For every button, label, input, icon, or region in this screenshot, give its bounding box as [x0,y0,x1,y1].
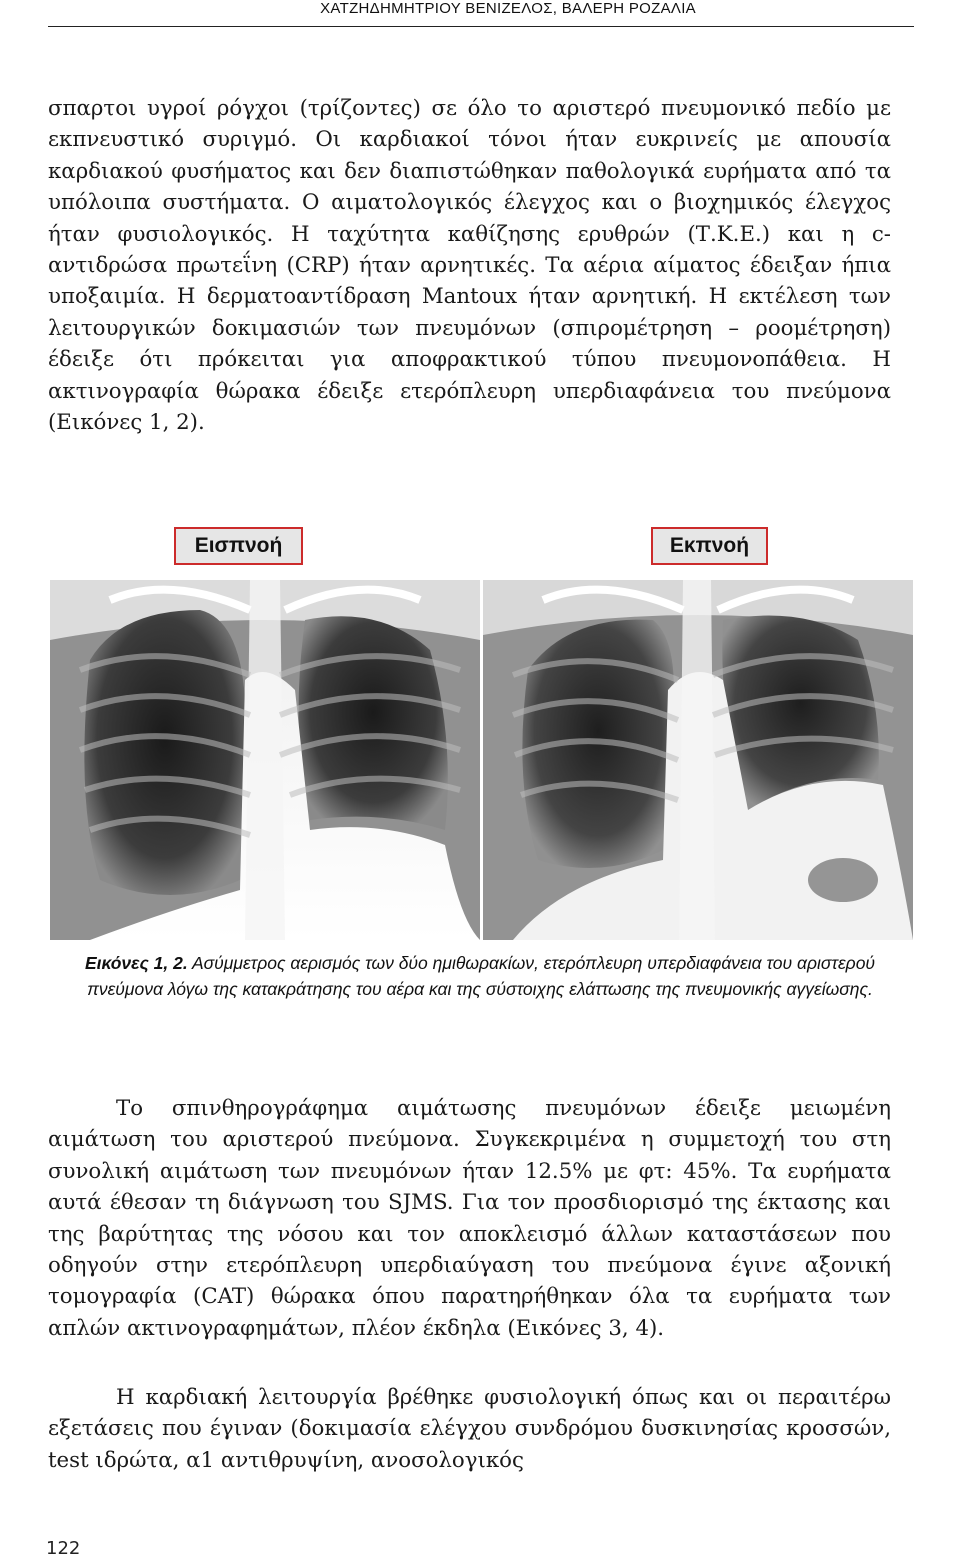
paragraph-1: σπαρτοι υγροί ρόγχοι (τρίζοντες) σε όλο το αριστερό πνευμονικό πεδίο με εκπνευστικό συριγμό. Οι καρδιακοί τόνοι ήταν ευκρινείς με απουσία καρδιακού φυσήματος και δεν διαπιστώθηκαν παθολογικά ευρήματα από τα υπόλοιπα συστήματα. Ο αιματολογικός έλεγχος και ο βιοχημικός έλεγχος ήταν φυσιολογικός. Η ταχύτητα καθίζησης ερυθρών (Τ.Κ.Ε.) και η c-αντιδρώσα πρωτεΐνη (CRP) ήταν αρνητικές. Τα αέρια αίματος έδειξαν ήπια υποξαιμία. Η δερματοαντίδραση Mantoux ήταν αρνητική. Η εκτέλεση των λειτουργικών δοκιμασιών των πνευμόνων (σπιρομέτρηση – ροομέτρηση) έδειξε ότι πρόκειται για αποφρακτικού τύπου πνευμονοπάθεια. Η ακτινογραφία θώρακα έδειξε ετερόπλευρη υπερδιαφάνεια του πνεύμονα (Εικόνες 1, 2). [48,96,891,436]
figure-caption [60,951,900,1002]
paragraph-2-text: Το σπινθηρογράφημα αιμάτωσης πνευμόνων έδειξε μειωμένη αιμάτωση του αριστερού πνεύμονα. Συγκεκριμένα η συμμετοχή του στη συνολική αιμάτωση των πνευμόνων ήταν 12.5% με φτ: 45%. Τα ευρήματα αυτά έθεσαν τη διάγνωση του SJMS. Για τον προσδιορισμό της έκτασης και της βαρύτητας της νόσου και τον αποκλεισμό άλλων καταστάσεων που οδηγούν στην ετερόπλευρη υπερδιαύγαση του πνεύμονα έγινε αξονική τομογραφία (CAT) θώρακα όπου παρατηρήθηκαν όλα τα ευρήματα των απλών ακτινογραφημάτων, πλέον έκδηλα (Εικόνες 3, 4). [48,1096,891,1341]
paragraph-3-text: Η καρδιακή λειτουργία βρέθηκε φυσιολογική όπως και οι περαιτέρω εξετάσεις που έγιναν (δοκιμασία ελέγχου συνδρόμου δυσκινησίας κροσσών, test ιδρώτα, α1 αντιθρυψίνη, ανοσολογικός [48,1385,891,1473]
inspiration-label: Εισπνοή [174,527,303,565]
chest-xray-expiration [483,580,913,940]
expiration-label: Εκπνοή [651,527,768,565]
paragraph-2 [48,1093,891,1344]
running-title: ΧΑΤΖΗΔΗΜΗΤΡΙΟΥ ΒΕΝΙΖΕΛΟΣ, ΒΑΛΕΡΗ ΡΟΖΑΛΙΑ [320,0,696,17]
chest-xray-inspiration [50,580,480,940]
paragraph-3 [48,1382,891,1476]
running-header [0,0,960,32]
page-number: 122 [46,1538,81,1559]
header-rule [48,26,914,27]
caption-title: Εικόνες 1, 2. [84,953,188,973]
caption-text: Ασύμμετρος αερισμός των δύο ημιθωρακίων, ετερόπλευρη υπερδιαφάνεια του αριστερού πνεύμονα λόγω της κατακράτησης του αέρα και της σύστοιχης ελάττωσης της πνευμονικής αγγείωσης. [87,953,876,999]
